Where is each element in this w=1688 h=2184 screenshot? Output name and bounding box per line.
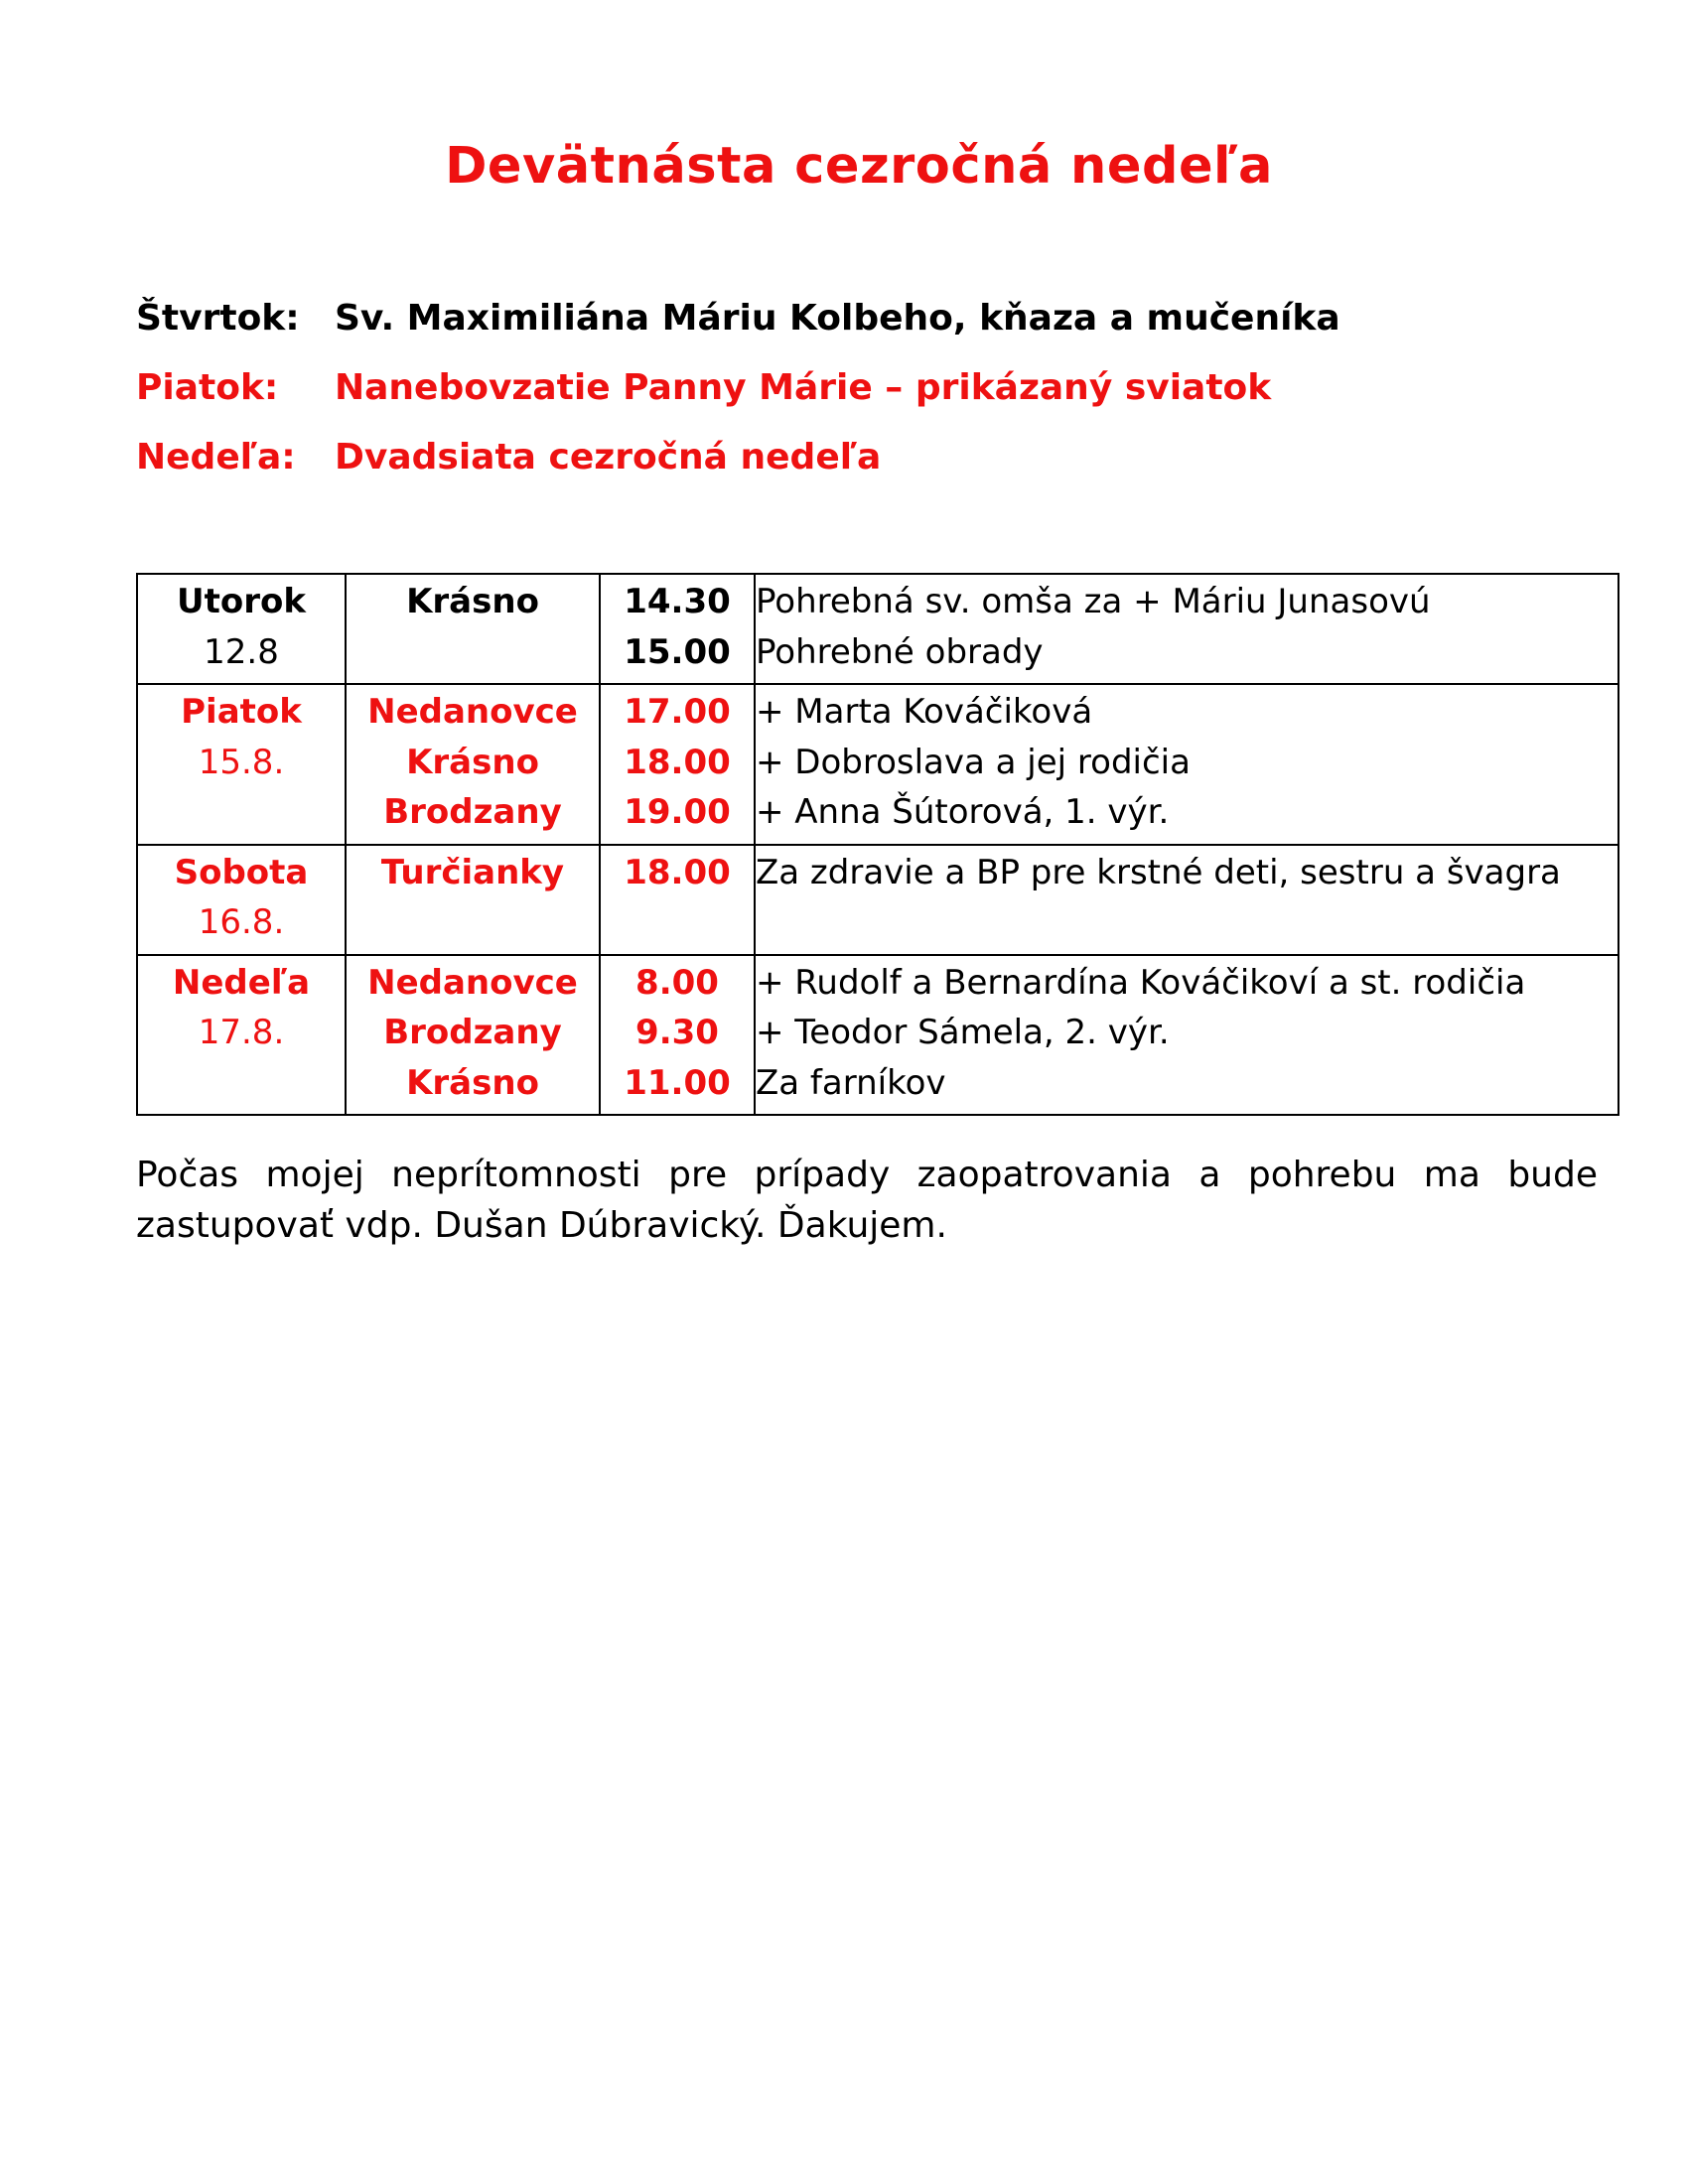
weekday: Piatok (181, 692, 302, 732)
intention: Pohrebná sv. omša za + Máriu Junasovú (756, 582, 1431, 621)
time-cell (600, 684, 755, 845)
day-cell (137, 684, 346, 845)
time: 18.00 (624, 742, 731, 782)
place-cell (346, 574, 600, 684)
place: Krásno (406, 742, 539, 782)
time: 11.00 (624, 1062, 731, 1103)
intention-cell (755, 574, 1618, 684)
place: Nedanovce (367, 962, 578, 1003)
place-cell (346, 684, 600, 845)
weekday: Nedeľa (172, 962, 311, 1003)
date: 16.8. (198, 902, 285, 942)
time-cell (600, 955, 755, 1116)
time: 9.30 (635, 1013, 719, 1052)
time: 14.30 (624, 582, 731, 621)
place-cell (346, 845, 600, 955)
table-row (137, 955, 1618, 1116)
intention: Pohrebné obrady (756, 631, 1044, 672)
mass-schedule-table (136, 573, 1619, 1116)
feast-list (136, 298, 1576, 506)
feast-day-label: Piatok: (136, 367, 279, 408)
place: Brodzany (383, 792, 562, 832)
feast-name: Dvadsiata cezročná nedeľa (335, 437, 882, 478)
substitution-note: Počas mojej neprítomnosti pre prípady zaopatrovania a pohrebu ma bude zastupovať vdp. Dušan Dúbravický. Ďakujem. (136, 1155, 1598, 1246)
place: Krásno (406, 582, 539, 621)
day-cell (137, 955, 346, 1116)
intention: Za zdravie a BP pre krstné deti, sestru a švagra (756, 852, 1561, 892)
intention: + Anna Šútorová, 1. výr. (756, 792, 1170, 832)
place: Krásno (406, 1062, 539, 1103)
intention: + Rudolf a Bernardína Kováčikoví a st. rodičia (756, 962, 1526, 1003)
intention: + Teodor Sámela, 2. výr. (756, 1013, 1170, 1052)
time: 8.00 (635, 962, 719, 1003)
date: 12.8 (204, 631, 279, 672)
table-row (137, 845, 1618, 955)
feast-name: Sv. Maximiliána Máriu Kolbeho, kňaza a mučeníka (335, 298, 1340, 339)
place: Nedanovce (367, 692, 578, 732)
feast-day-label: Nedeľa: (136, 437, 296, 478)
place: Brodzany (383, 1013, 562, 1052)
time-cell (600, 574, 755, 684)
table-row (137, 574, 1618, 684)
time: 17.00 (624, 692, 731, 732)
feast-day-label: Štvrtok: (136, 298, 300, 339)
place-cell (346, 955, 600, 1116)
intention-cell (755, 684, 1618, 845)
feast-friday (136, 367, 1576, 437)
time-cell (600, 845, 755, 955)
table-row (137, 684, 1618, 845)
intention: + Dobroslava a jej rodičia (756, 742, 1191, 782)
weekday: Utorok (177, 582, 306, 621)
day-cell (137, 574, 346, 684)
time: 15.00 (624, 631, 731, 672)
page-title: Devätnásta cezročná nedeľa (445, 137, 1273, 196)
feast-thursday (136, 298, 1576, 367)
day-cell (137, 845, 346, 955)
intention: + Marta Kováčiková (756, 692, 1093, 732)
intention-cell (755, 845, 1618, 955)
place: Turčianky (380, 852, 565, 892)
feast-name: Nanebovzatie Panny Márie – prikázaný sviatok (335, 367, 1272, 408)
time: 19.00 (624, 792, 731, 832)
intention-cell (755, 955, 1618, 1116)
time: 18.00 (624, 852, 731, 892)
intention: Za farníkov (756, 1062, 946, 1103)
date: 15.8. (198, 742, 285, 782)
date: 17.8. (198, 1013, 285, 1052)
weekday: Sobota (174, 852, 309, 892)
feast-sunday (136, 437, 1576, 506)
